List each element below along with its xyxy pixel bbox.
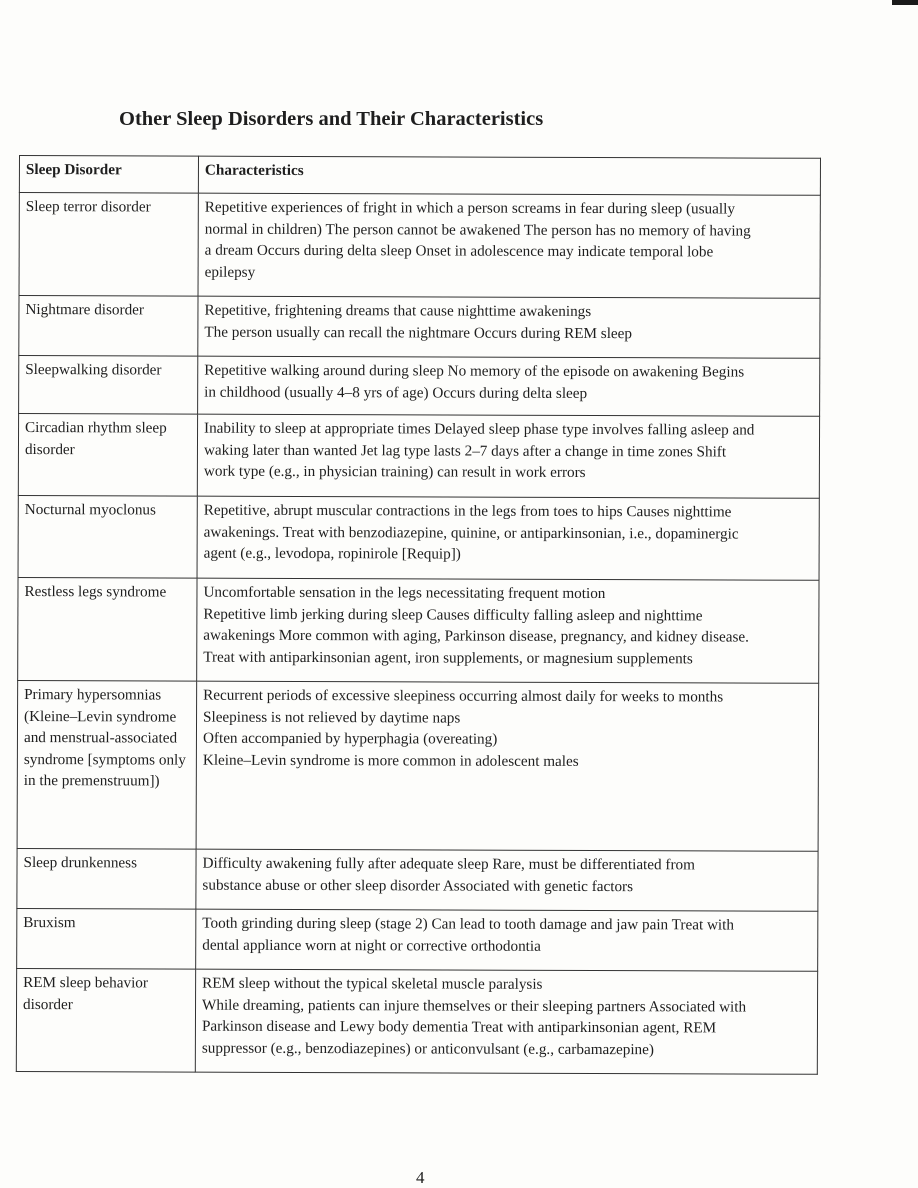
disorder-cell: Nocturnal myoclonus: [18, 495, 197, 578]
characteristics-line: substance abuse or other sleep disorder Associated with genetic factors: [202, 876, 634, 895]
disorder-cell: Sleep drunkenness: [17, 848, 196, 909]
disorder-cell: Nightmare disorder: [19, 296, 198, 357]
characteristics-line: work type (e.g., in physician training) can result in work errors: [203, 462, 586, 481]
characteristics-line: epilepsy: [204, 263, 256, 281]
disorder-cell: Bruxism: [17, 908, 196, 969]
characteristics-line: Tooth grinding during sleep (stage 2) Can lead to tooth damage and jaw pain Treat with: [202, 914, 735, 934]
characteristics-cell: [198, 356, 820, 416]
characteristics-cell: [195, 969, 817, 1074]
characteristics-cell: [196, 849, 818, 911]
characteristics-line: Kleine–Levin syndrome is more common in adolescent males: [202, 751, 579, 770]
table-row: [19, 193, 820, 299]
header-characteristics: Characteristics: [198, 156, 820, 195]
characteristics-cell: [196, 681, 819, 851]
characteristics-line: Repetitive walking around during sleep No memory of the episode on awakening Begins: [204, 361, 745, 381]
characteristics-line: a dream Occurs during delta sleep Onset in adolescence may indicate temporal lobe: [204, 241, 714, 261]
characteristics-line: Repetitive, abrupt muscular contractions in the legs from toes to hips Causes nighttime: [203, 501, 732, 521]
characteristics-line: While dreaming, patients can injure themselves or their sleeping partners Associated with: [202, 996, 747, 1016]
characteristics-cell: [197, 578, 819, 683]
characteristics-line: agent (e.g., levodopa, ropinirole [Requip]): [203, 544, 461, 563]
characteristics-cell: [196, 909, 818, 971]
table-row: [17, 908, 818, 971]
scan-corner-mark: [892, 0, 918, 5]
table-row: [16, 968, 817, 1074]
disorder-cell: Circadian rhythm sleep disorder: [18, 414, 197, 497]
characteristics-line: REM sleep without the typical skeletal muscle paralysis: [202, 974, 543, 993]
characteristics-line: Repetitive limb jerking during sleep Causes difficulty falling asleep and nighttime: [203, 605, 703, 624]
page-title: Other Sleep Disorders and Their Characteristics: [119, 108, 544, 130]
characteristics-line: in childhood (usually 4–8 yrs of age) Occurs during delta sleep: [204, 383, 588, 402]
characteristics-line: Recurrent periods of excessive sleepiness occurring almost daily for weeks to months: [203, 686, 724, 706]
characteristics-line: The person usually can recall the nightmare Occurs during REM sleep: [204, 323, 633, 342]
sleep-disorders-table: [16, 155, 821, 1075]
table-row: [18, 414, 819, 499]
characteristics-line: dental appliance worn at night or corrective orthodontia: [202, 936, 541, 955]
characteristics-cell: [198, 296, 820, 358]
characteristics-line: Repetitive experiences of fright in which a person screams in fear during sleep (usually: [204, 198, 735, 218]
characteristics-line: Treat with antiparkinsonian agent, iron supplements, or magnesium supplements: [203, 648, 693, 667]
characteristics-line: waking later than wanted Jet lag type lasts 2–7 days after a change in time zones Shift: [203, 441, 727, 460]
table-row: [19, 356, 820, 417]
disorder-cell: Restless legs syndrome: [18, 577, 197, 681]
characteristics-line: Inability to sleep at appropriate times Delayed sleep phase type involves falling asleep and: [204, 419, 755, 439]
characteristics-line: Parkinson disease and Lewy body dementia Treat with antiparkinsonian agent, REM: [201, 1017, 717, 1037]
characteristics-line: normal in children) The person cannot be awakened The person has no memory of having: [204, 220, 751, 240]
characteristics-cell: [197, 496, 819, 580]
characteristics-line: Repetitive, frightening dreams that cause nighttime awakenings: [204, 301, 592, 320]
table-row: [18, 495, 819, 580]
characteristics-line: awakenings. Treat with benzodiazepine, quinine, or antiparkinsonian, i.e., dopaminergic: [203, 523, 739, 543]
characteristics-line: Often accompanied by hyperphagia (overeating): [202, 729, 498, 748]
characteristics-line: Sleepiness is not relieved by daytime naps: [203, 708, 461, 727]
disorder-cell: Primary hypersomnias (Kleine–Levin syndrome and menstrual-associated syndrome [symptoms only in the premenstruum]): [17, 680, 197, 849]
header-sleep-disorder: Sleep Disorder: [19, 156, 198, 194]
disorder-cell: REM sleep behavior disorder: [16, 968, 195, 1072]
page-number: 4: [416, 1168, 425, 1187]
disorder-cell: Sleep terror disorder: [19, 193, 198, 297]
table-header-row: [19, 156, 820, 196]
table-row: [18, 577, 819, 683]
characteristics-cell: [198, 193, 820, 298]
characteristics-line: suppressor (e.g., benzodiazepines) or anticonvulsant (e.g., carbamazepine): [201, 1039, 654, 1058]
table-row: [17, 848, 818, 911]
disorder-cell: Sleepwalking disorder: [19, 356, 198, 415]
characteristics-line: Uncomfortable sensation in the legs necessitating frequent motion: [203, 583, 606, 603]
characteristics-line: awakenings More common with aging, Parkinson disease, pregnancy, and kidney disease.: [203, 626, 749, 646]
table-row: [19, 296, 820, 359]
table-row: [17, 680, 819, 851]
characteristics-line: Difficulty awakening fully after adequate sleep Rare, must be differentiated from: [202, 854, 695, 874]
characteristics-cell: [197, 414, 819, 498]
